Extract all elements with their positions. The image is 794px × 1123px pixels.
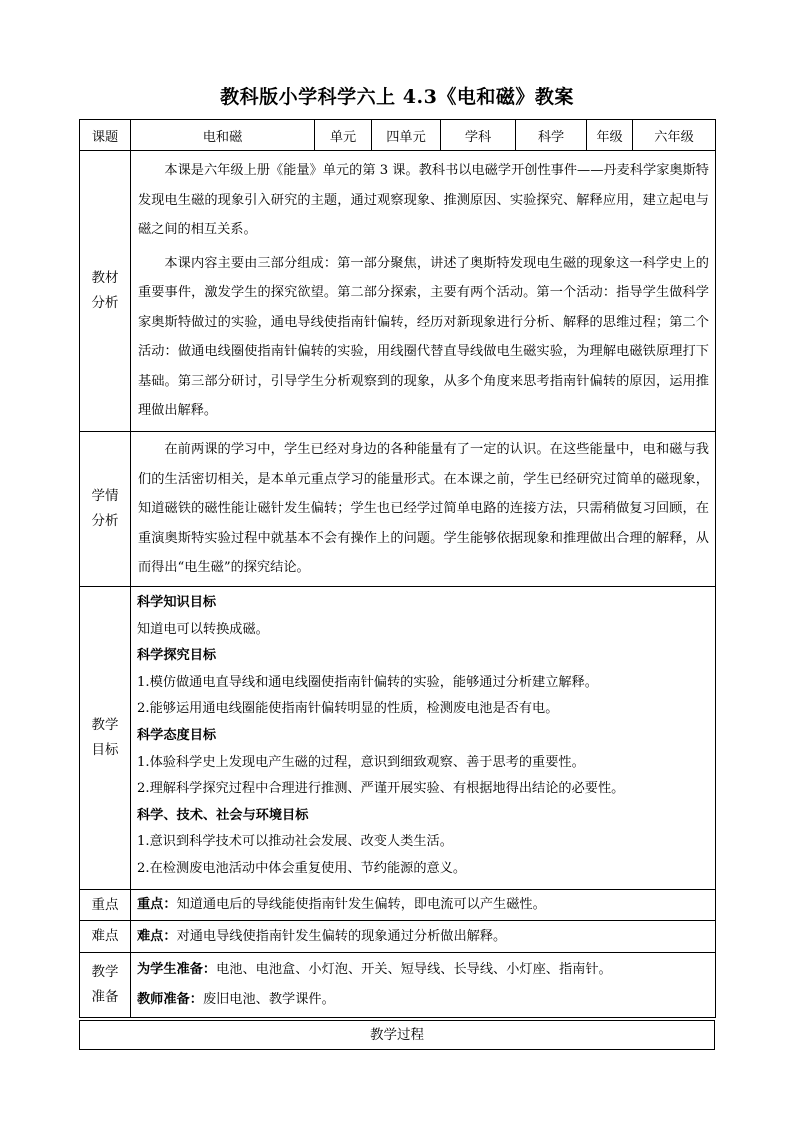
student-preparation-text: 电池、电池盒、小灯泡、开关、短导线、长导线、小灯座、指南针。 [216,962,612,977]
sts-objective-title: 科学、技术、社会与环境目标 [137,807,309,823]
header-row [80,120,716,151]
sts-objective-item: 2.在检测废电池活动中体会重复使用、节约能源的意义。 [137,860,467,876]
textbook-analysis-label-line2: 分析 [91,295,119,311]
attitude-objective-item: 1.体验科学史上发现电产生磁的过程，意识到细致观察、善于思考的重要性。 [137,754,585,770]
attitude-objective-item: 2.理解科学探究过程中合理进行推测、严谨开展实验、有根据地得出结论的必要性。 [137,781,625,797]
difficulty-prefix: 难点： [137,928,177,944]
textbook-analysis-paragraph: 本课是六年级上册《能量》单元的第 3 课。教科书以电磁学开创性事件——丹麦科学家奥斯特发现电生磁的现象引入研究的主题，通过观察现象、推测原因、实验探究、解释应用，建立起电与磁之间的相互关系。 [138,163,709,238]
subject-value: 科学 [516,120,587,151]
preparation-label-line1: 教学 [91,964,119,980]
student-analysis-content [131,432,716,587]
key-point-label: 重点 [80,890,131,921]
student-analysis-label-line2: 分析 [91,513,119,529]
subject-label: 学科 [441,120,516,151]
attitude-objective-title: 科学态度目标 [137,727,217,743]
lesson-plan-table [79,119,716,1018]
teaching-process-header: 教学过程 [79,1020,715,1050]
key-point-row [80,890,716,921]
objectives-label-line1: 教学 [91,717,119,733]
page-title: 教科版小学科学六上 4.3《电和磁》教案 [220,86,574,108]
unit-label: 单元 [315,120,372,151]
grade-label: 年级 [587,120,633,151]
grade-value: 六年级 [633,120,716,151]
student-preparation-prefix: 为学生准备： [137,962,217,977]
textbook-analysis-row [80,151,716,432]
topic-value: 电和磁 [131,120,315,151]
preparation-label [80,953,131,1018]
difficulty-label: 难点 [80,921,131,953]
inquiry-objective-title: 科学探究目标 [137,648,217,664]
student-analysis-row [80,432,716,587]
difficulty-text: 对通电导线使指南针发生偏转的现象通过分析做出解释。 [176,928,507,944]
teacher-preparation-prefix: 教师准备： [137,992,203,1007]
sts-objective-item: 1.意识到科学技术可以推动社会发展、改变人类生活。 [137,834,453,850]
knowledge-objective-title: 科学知识目标 [137,595,217,610]
student-preparation [137,955,709,985]
knowledge-objective-item: 知道电可以转换成磁。 [137,621,269,637]
objectives-content [131,587,716,890]
key-point-content [131,890,716,921]
preparation-content [131,953,716,1018]
difficulty-content [131,921,716,953]
key-point-text: 知道通电后的导线能使指南针发生偏转，即电流可以产生磁性。 [176,897,546,912]
inquiry-objective-item: 1.模仿做通电直导线和通电线圈使指南针偏转的实验，能够通过分析建立解释。 [137,674,598,690]
textbook-analysis-content [131,151,716,432]
objectives-row [80,587,716,890]
student-analysis-label-line1: 学情 [91,488,119,504]
preparation-label-line2: 准备 [91,989,119,1005]
teacher-preparation [137,985,709,1015]
textbook-analysis-paragraph: 本课内容主要由三部分组成：第一部分聚焦，讲述了奥斯特发现电生磁的现象这一科学史上的重要事件，激发学生的探究欲望。第二部分探索，主要有两个活动。第一个活动：指导学生做科学家奥斯特做过的实验，通电导线使指南针偏转，经历对新现象进行分析、解释的思维过程；第二个活动：做通电线圈使指南针偏转的实验，用线圈代替直导线做电生磁实验，为理解电磁铁原理打下基础。第三部分研讨，引导学生分析观察到的现象，从多个角度来思考指南针偏转的原因，运用推理做出解释。 [138,255,709,419]
textbook-analysis-label-line1: 教材 [91,270,119,286]
teacher-preparation-text: 废旧电池、教学课件。 [202,992,335,1007]
objectives-label-line2: 目标 [91,742,119,758]
difficulty-row [80,921,716,953]
preparation-row [80,953,716,1018]
topic-label: 课题 [80,120,131,151]
key-point-prefix: 重点： [137,897,177,912]
textbook-analysis-label [80,151,131,432]
unit-value: 四单元 [372,120,441,151]
student-analysis-paragraph: 在前两课的学习中，学生已经对身边的各种能量有了一定的认识。在这些能量中，电和磁与我们的生活密切相关，是本单元重点学习的能量形式。在本课之前，学生已经研究过简单的磁现象，知道磁铁的磁性能让磁针发生偏转；学生也已经学过简单电路的连接方法，只需稍做复习回顾，在重演奥斯特实验过程中就基本不会有操作上的问题。学生能够依据现象和推理做出合理的解释，从而得出“电生磁”的探究结论。 [138,442,709,576]
student-analysis-label [80,432,131,587]
objectives-label [80,587,131,890]
inquiry-objective-item: 2.能够运用通电线圈能使指南针偏转明显的性质，检测废电池是否有电。 [137,701,559,717]
